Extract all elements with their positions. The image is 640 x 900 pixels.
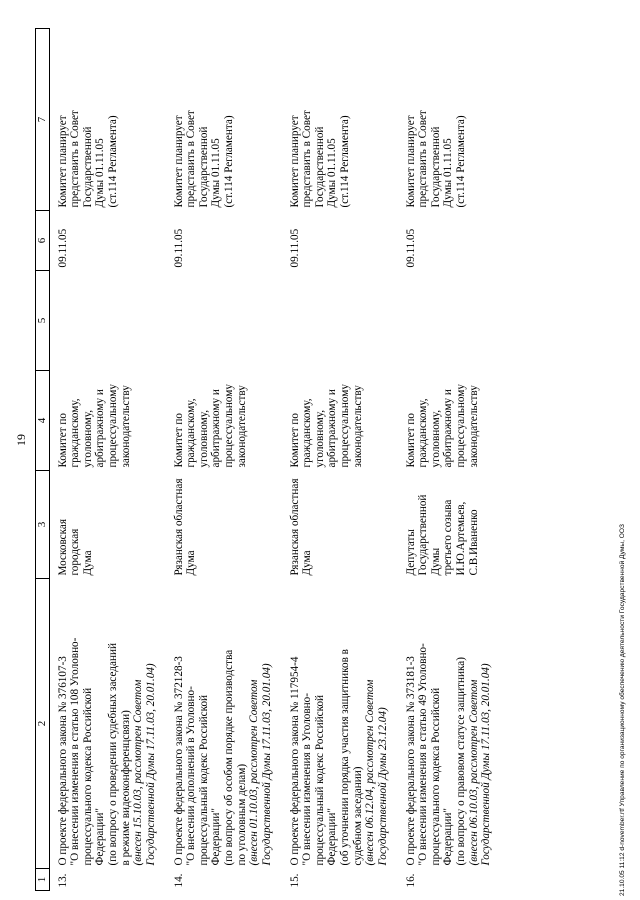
status-line: (ст.114 Регламента) [222,115,235,208]
initiator-cell [282,471,398,579]
row-number: 16. [404,873,417,888]
bill-title-line: "О внесении изменения в Уголовно- [301,693,314,866]
column-5-cell [166,271,282,371]
initiator-line: Московская городская [56,518,82,576]
header-cell: 1 [36,869,50,891]
status-line: Государственной [81,126,94,208]
bill-title-line: (по вопросу о правовом статусе защитника) [454,657,467,866]
initiator-line: Дума [185,550,198,576]
bill-title-line: (по вопросу о проведении судебных заседаний [106,643,119,866]
committee-line: гражданскому, [185,398,198,468]
table-row [398,29,514,891]
row-number-cell [282,869,398,891]
bill-title-line: Федерации" [94,808,107,866]
status-line: Государственной [313,126,326,208]
status-line: (ст.114 Регламента) [338,115,351,208]
status-cell [282,29,398,211]
table-body [49,29,514,891]
committee-line: уголовному, [313,409,326,468]
bill-note-line: (внесен 01.10.03, рассмотрен Советом [248,679,261,866]
status-line: (ст.114 Регламента) [454,115,467,208]
row-number: 13. [56,873,69,888]
committee-line: арбитражному и [210,389,223,468]
bill-title-line: Федерации" [442,808,455,866]
committee-cell [166,371,282,471]
page-number: 19 [14,434,28,446]
initiator-line: Дума [81,550,94,576]
row-number-cell [166,869,282,891]
column-5-cell [282,271,398,371]
header-cell: 4 [36,371,50,471]
bill-note-line: Государственной Думы 17.11.03, 20.01.04) [480,663,493,866]
committee-line: арбитражному и [94,389,107,468]
status-cell [398,29,514,211]
committee-line: законодательству [351,385,364,468]
initiator-line: Рязанская областная [288,478,301,576]
header-cell: 7 [36,29,50,211]
bill-title-line: (по вопросу об особом порядке производства [222,649,235,866]
committee-line: законодательству [119,385,132,468]
committee-line: арбитражному и [326,389,339,468]
bill-title-cell [166,579,282,869]
bill-title-line: процессуальный кодекс Российской [313,694,326,866]
date-value: 09.11.05 [172,228,185,268]
initiator-cell [49,471,166,579]
committee-line: процессуальному [338,384,351,468]
committee-line: процессуальному [454,384,467,468]
bill-title-line: О проекте федерального закона № 372128-3 [172,656,185,866]
committee-line: законодательству [467,385,480,468]
table-row [49,29,166,891]
committee-line: законодательству [235,385,248,468]
bill-title-line: "О внесении изменения в статью 108 Уголовно- [69,637,82,866]
status-line: представить в Совет [69,110,82,208]
column-5-cell [49,271,166,371]
committee-line: Комитет по [56,413,69,468]
bill-note-line: (внесен 06.10.03, рассмотрен Советом [467,679,480,866]
committee-cell [398,371,514,471]
bill-title-line: "О внесении дополнений в Уголовно- [185,686,198,866]
initiator-line: Государственной [417,494,430,576]
date-value: 09.11.05 [56,228,69,268]
initiator-line: третьего созыва [442,499,455,576]
bill-title-line: Федерации" [210,808,223,866]
status-line: Думы 01.11.05 [326,138,339,208]
committee-cell [49,371,166,471]
bill-title-line: процессуальный кодекс Российской [197,694,210,866]
header-cell: 5 [36,271,50,371]
row-number-cell [49,869,166,891]
column-5-cell [398,271,514,371]
bill-note-line: Государственной Думы 17.11.03, 20.01.04) [144,663,157,866]
committee-line: гражданскому, [301,398,314,468]
status-line: Государственной [429,126,442,208]
committee-line: Комитет по [172,413,185,468]
status-cell [49,29,166,211]
table-header-row [36,29,50,891]
header-cell: 2 [36,579,50,869]
status-line: представить в Совет [301,110,314,208]
initiator-line: Рязанская областная [172,478,185,576]
footer-note: 21.10.05 11:12 d-november.rtf Управление по организационному обеспечению деятельности Государственной Думы, ООЗ [619,523,626,896]
committee-line: уголовному, [81,409,94,468]
committee-cell [282,371,398,471]
initiator-line: Думы [429,547,442,576]
date-cell [166,211,282,271]
row-number-cell [398,869,514,891]
header-cell: 6 [36,211,50,271]
status-line: Думы 01.11.05 [210,138,223,208]
table-row [166,29,282,891]
committee-line: процессуальному [106,384,119,468]
status-line: (ст.114 Регламента) [106,115,119,208]
bill-title-line: в режиме видеоконференцсвязи) [119,710,132,866]
status-line: Комитет планирует [172,115,185,208]
committee-line: гражданскому, [69,398,82,468]
status-line: Думы 01.11.05 [94,138,107,208]
status-line: Комитет планирует [56,115,69,208]
date-value: 09.11.05 [404,228,417,268]
table-row [282,29,398,891]
status-line: Комитет планирует [404,115,417,208]
bill-title-line: судебном заседании) [351,766,364,866]
bills-table [35,28,514,891]
bill-title-line: О проекте федерального закона № 373181-3 [404,656,417,866]
bill-title-line: Федерации" [326,808,339,866]
date-cell [282,211,398,271]
date-cell [398,211,514,271]
initiator-line: Депутаты [404,529,417,576]
bill-title-line: "О внесении изменения в статью 49 Уголовно- [417,643,430,866]
initiator-cell [398,471,514,579]
bill-title-line: процессуального кодекса Российской [81,687,94,866]
row-number: 14. [172,873,185,888]
bill-title-cell [49,579,166,869]
status-line: Государственной [197,126,210,208]
initiator-cell [166,471,282,579]
committee-line: гражданскому, [417,398,430,468]
header-cell: 3 [36,471,50,579]
date-value: 09.11.05 [288,228,301,268]
initiator-line: С.В.Иваненко [467,509,480,576]
bill-title-line: процессуального кодекса Российской [429,687,442,866]
status-line: Думы 01.11.05 [442,138,455,208]
bill-title-cell [282,579,398,869]
initiator-line: И.Ю.Артемьев, [454,501,467,576]
committee-line: Комитет по [288,413,301,468]
bill-title-line: (об уточнении порядка участия защитников в [338,649,351,866]
bill-title-line: по уголовным делам) [235,763,248,866]
row-number: 15. [288,873,301,888]
status-line: представить в Совет [417,110,430,208]
bill-note-line: Государственной Думы 17.11.03, 20.01.04) [260,663,273,866]
status-cell [166,29,282,211]
bill-title-line: О проекте федерального закона № 117954-4 [288,656,301,866]
bill-title-cell [398,579,514,869]
initiator-line: Дума [301,550,314,576]
committee-line: уголовному, [197,409,210,468]
status-line: Комитет планирует [288,115,301,208]
committee-line: процессуальному [222,384,235,468]
status-line: представить в Совет [185,110,198,208]
bill-note-line: (внесен 06.12.04, рассмотрен Советом [364,679,377,866]
committee-line: Комитет по [404,413,417,468]
bill-title-line: О проекте федерального закона № 376107-3 [56,656,69,866]
bill-note-line: (внесен 15.10.03, рассмотрен Советом [132,679,145,866]
committee-line: арбитражному и [442,389,455,468]
date-cell [49,211,166,271]
bill-note-line: Государственной Думы 23.12.04) [376,707,389,866]
committee-line: уголовному, [429,409,442,468]
